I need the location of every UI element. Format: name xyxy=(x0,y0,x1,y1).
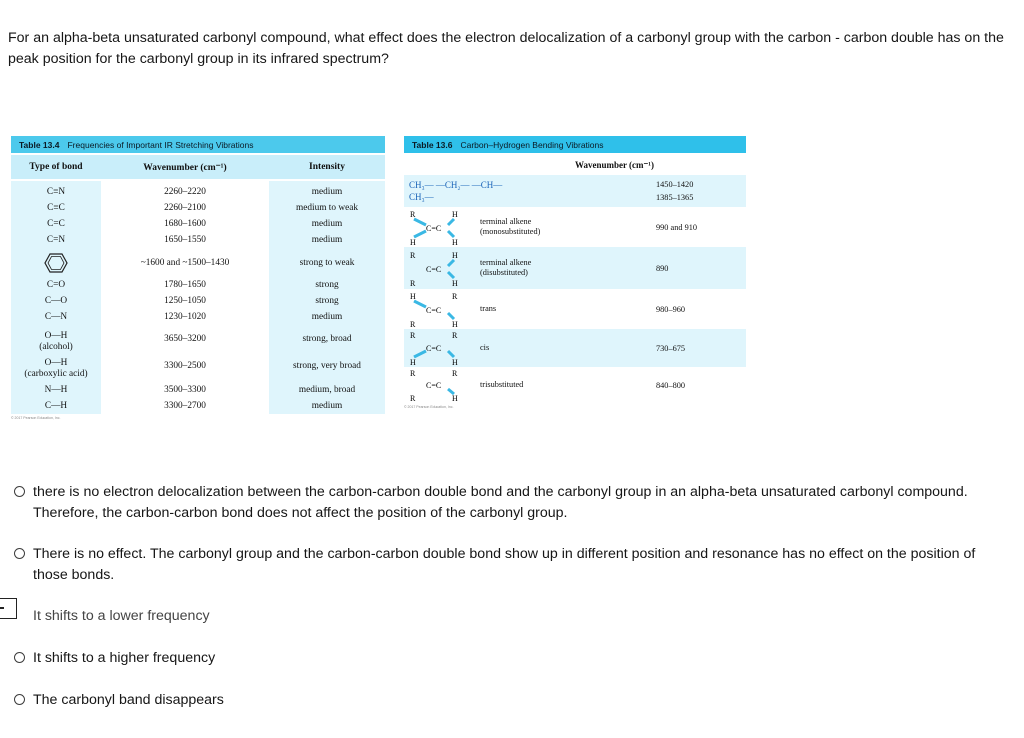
radio-button[interactable] xyxy=(14,486,25,497)
alkene-label: trans xyxy=(480,304,497,313)
answer-option[interactable] xyxy=(14,606,993,627)
svg-text:C=C: C=C xyxy=(426,344,442,353)
svg-text:H: H xyxy=(410,238,416,247)
alkene-label: cis xyxy=(480,343,490,352)
wavenumber: ~1600 and ~1500–1430 xyxy=(140,257,230,268)
svg-text:R: R xyxy=(452,292,458,301)
wavenumber: 990 and 910 xyxy=(656,222,698,232)
wavenumber: 3500–3300 xyxy=(164,384,206,395)
wavenumber: 1230–1020 xyxy=(164,311,206,322)
answer-option[interactable] xyxy=(14,544,993,586)
svg-text:R: R xyxy=(410,210,416,219)
wavenumber: 2260–2220 xyxy=(164,187,206,197)
wavenumber: 730–675 xyxy=(656,343,686,353)
header-type: Type of bond xyxy=(29,162,83,172)
header-wavenumber: Wavenumber (cm⁻¹) xyxy=(143,162,227,173)
option-label: It shifts to a higher frequency xyxy=(33,650,216,666)
wavenumber: 1680–1600 xyxy=(164,218,206,229)
ir-stretching-table xyxy=(11,136,385,420)
svg-text:C=C: C=C xyxy=(426,265,442,274)
intensity: medium to weak xyxy=(296,202,358,213)
svg-text:R: R xyxy=(410,369,416,378)
intensity: strong xyxy=(315,295,339,306)
wavenumber: 2260–2100 xyxy=(164,202,206,213)
radio-button[interactable] xyxy=(14,694,25,705)
question-text: For an alpha-beta unsaturated carbonyl compound, what effect does the electron delocalization of a carbonyl group with the carbon - carbon double has on the peak position for the carbonyl group in its infrared spectrum? xyxy=(8,30,1004,67)
header-intensity: Intensity xyxy=(309,162,345,172)
alkene-structure-icon xyxy=(404,207,474,247)
copyright-credit: © 2017 Pearson Education, Inc. xyxy=(11,416,61,420)
svg-text:R: R xyxy=(410,279,416,288)
answer-option[interactable] xyxy=(14,648,993,669)
bond: O—H xyxy=(44,330,68,341)
answer-option[interactable] xyxy=(14,482,993,524)
wavenumber: 1780–1650 xyxy=(164,280,206,290)
intensity: strong, broad xyxy=(302,333,352,344)
alkyl-groups: CH₃— —CH₂— —CH— xyxy=(409,180,503,190)
svg-text:H: H xyxy=(452,251,458,260)
answer-option[interactable] xyxy=(14,690,993,711)
table-title: Frequencies of Important IR Stretching Vibrations xyxy=(67,139,254,150)
svg-text:H: H xyxy=(452,238,458,247)
bond-column xyxy=(11,181,101,414)
bond: C—H xyxy=(44,400,68,411)
svg-text:R: R xyxy=(452,331,458,340)
header-wavenumber: Wavenumber (cm⁻¹) xyxy=(404,155,746,175)
wavenumber: 1650–1550 xyxy=(164,234,206,245)
ch-bending-table xyxy=(404,136,746,409)
alkene-structure-icon xyxy=(404,248,474,288)
table-row xyxy=(404,289,746,329)
svg-text:H: H xyxy=(452,210,458,219)
bond: C—O xyxy=(44,295,68,306)
table-caption xyxy=(11,136,385,153)
svg-text:R: R xyxy=(452,369,458,378)
option-label: There is no effect. The carbonyl group and the carbon-carbon double bond show up in different position and resonance has no effect on the position of those bonds. xyxy=(33,546,976,583)
wavenumber: 1450–1420 xyxy=(656,180,694,189)
wavenumber: 890 xyxy=(656,263,669,273)
table-number: Table 13.4 xyxy=(19,139,60,150)
table-header xyxy=(11,155,385,179)
svg-text:C=C: C=C xyxy=(426,381,442,390)
alkyl-group: CH₃— xyxy=(409,192,434,202)
svg-text:H: H xyxy=(452,358,458,367)
svg-text:H: H xyxy=(452,320,458,329)
intensity: medium xyxy=(311,218,343,229)
wavenumber: 980–960 xyxy=(656,304,686,314)
bond: C=O xyxy=(46,280,66,290)
table-row xyxy=(404,207,746,247)
svg-text:R: R xyxy=(410,320,416,329)
intensity: medium xyxy=(311,187,343,197)
wavenumber: 1250–1050 xyxy=(164,295,206,306)
bond: C=N xyxy=(46,234,66,245)
intensity: medium xyxy=(311,234,343,245)
table-title: Carbon–Hydrogen Bending Vibrations xyxy=(460,139,604,150)
svg-text:H: H xyxy=(410,292,416,301)
bond: N—H xyxy=(44,384,68,395)
wavenumber: 840–800 xyxy=(656,380,686,390)
table-row xyxy=(404,367,746,403)
alkene-label: terminal alkene (disubstituted) xyxy=(480,258,532,277)
svg-text:H: H xyxy=(410,358,416,367)
alkene-label: terminal alkene (monosubstituted) xyxy=(480,217,541,236)
bond: C—N xyxy=(44,311,68,322)
bond-note: (alcohol) xyxy=(39,342,73,352)
intensity: strong xyxy=(315,280,339,290)
wavenumber: 3650–3200 xyxy=(164,333,206,344)
intensity: medium, broad xyxy=(298,384,356,395)
intensity: strong, very broad xyxy=(293,361,361,371)
wavenumber-column xyxy=(101,181,269,414)
intensity: medium xyxy=(311,400,343,411)
option-label: there is no electron delocalization between the carbon-carbon double bond and the carbonyl group in an alpha-beta unsaturated carbonyl compound. Therefore, the carbon-carbon bond does not affect the position of the carbonyl group. xyxy=(33,484,968,521)
intensity-column xyxy=(269,181,385,414)
svg-text:H: H xyxy=(452,279,458,288)
wavenumber: 3300–2500 xyxy=(164,361,206,371)
bond: O—H xyxy=(44,357,68,368)
svg-text:R: R xyxy=(410,331,416,340)
svg-text:C=C: C=C xyxy=(426,224,442,233)
alkene-structure-icon xyxy=(404,367,474,403)
bond: C≡N xyxy=(46,187,66,197)
alkyl-row xyxy=(404,175,746,207)
option-label: The carbonyl band disappears xyxy=(33,692,224,708)
copyright-credit: © 2017 Pearson Education, Inc. xyxy=(404,405,454,409)
wavenumber: 1385–1365 xyxy=(656,193,694,202)
option-label: It shifts to a lower frequency xyxy=(33,608,210,624)
radio-button[interactable] xyxy=(14,652,25,663)
alkene-structure-icon xyxy=(404,289,474,329)
bond: C=C xyxy=(47,218,65,229)
benzene-ring-icon xyxy=(11,248,101,278)
bond: C≡C xyxy=(47,202,65,213)
svg-text:H: H xyxy=(452,394,458,403)
radio-button[interactable] xyxy=(14,610,25,621)
table-caption xyxy=(404,136,746,153)
table-row xyxy=(404,247,746,289)
table-number: Table 13.6 xyxy=(412,139,453,150)
bond-note: (carboxylic acid) xyxy=(24,369,88,379)
svg-text:R: R xyxy=(410,251,416,260)
wavenumber: 3300–2700 xyxy=(164,400,206,411)
intensity: strong to weak xyxy=(299,257,355,268)
svg-text:C=C: C=C xyxy=(426,306,442,315)
alkene-label: trisubstituted xyxy=(480,380,524,389)
table-row xyxy=(404,329,746,367)
svg-text:R: R xyxy=(410,394,416,403)
alkene-structure-icon xyxy=(404,329,474,367)
intensity: medium xyxy=(311,311,343,322)
radio-button[interactable] xyxy=(14,548,25,559)
